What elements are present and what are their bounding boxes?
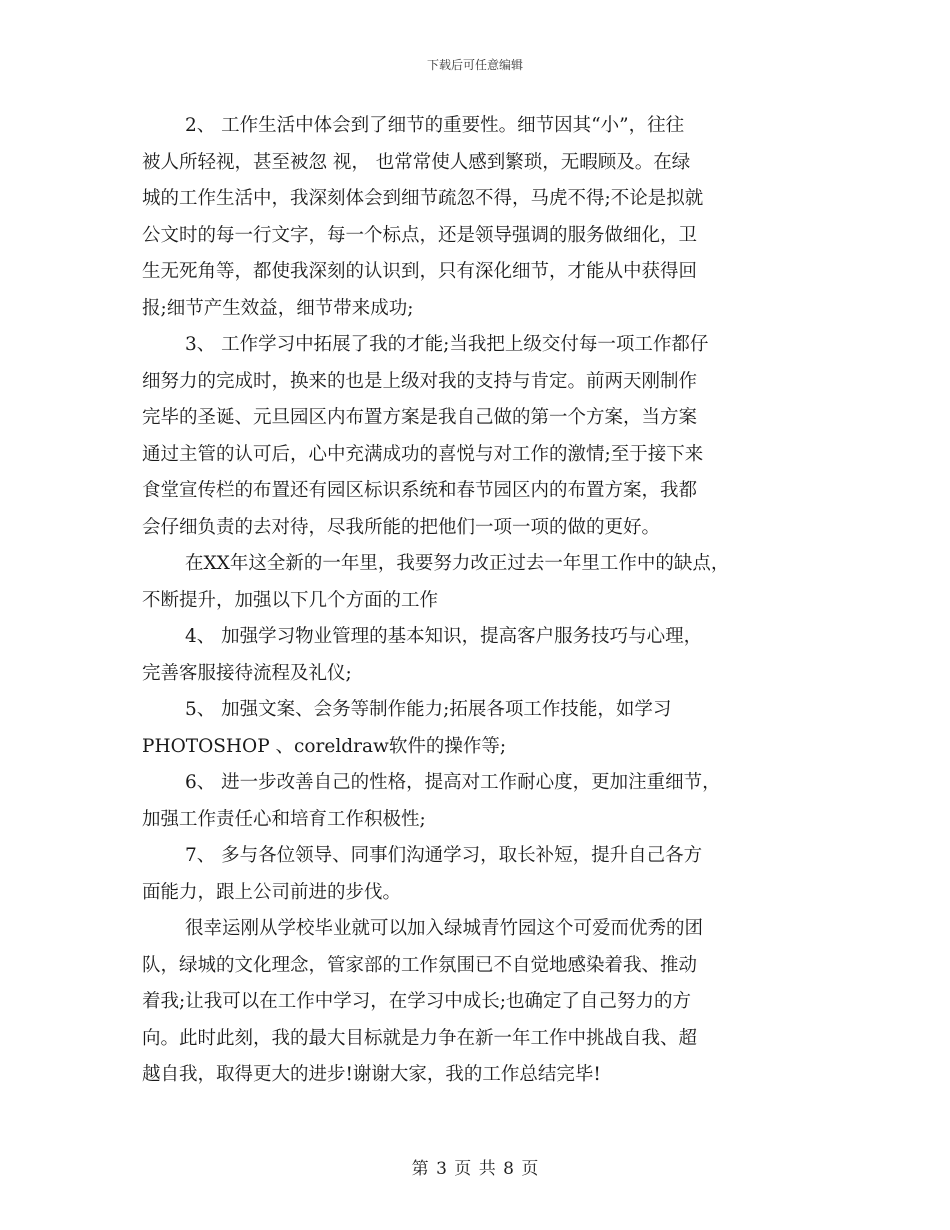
text-line: PHOTOSHOP 、coreldraw软件的操作等;: [142, 735, 507, 757]
text-line: 在XX年这全新的一年里，我要努力改正过去一年里工作中的缺点，: [185, 553, 730, 574]
text-line: 4、 加强学习物业管理的基本知识，提高客户服务技巧与心理，: [185, 626, 703, 647]
text-line: 加强工作责任心和培育工作积极性;: [142, 808, 426, 830]
text-line: 完毕的圣诞、元旦园区内布置方案是我自己做的第一个方案，当方案: [142, 407, 698, 428]
text-line: 通过主管的认可后，心中充满成功的喜悦与对工作的激情;至于接下来: [142, 443, 704, 465]
text-line: 生无死角等，都使我深刻的认识到，只有深化细节，才能从中获得回: [142, 261, 698, 282]
text-line: 被人所轻视，甚至被忽 视， 也常常使人感到繁琐，无暇顾及。在绿: [142, 151, 691, 173]
document-body: [142, 108, 812, 1094]
text-line: 公文时的每一行文字，每一个标点，还是领导强调的服务做细化，卫: [142, 224, 698, 246]
text-line: 3、 工作学习中拓展了我的才能;当我把上级交付每一项工作都仔: [185, 334, 709, 355]
page-footer: 第 3 页 共 8 页: [411, 1159, 539, 1179]
text-line: 7、 多与各位领导、同事们沟通学习，取长补短，提升自己各方: [185, 845, 703, 866]
text-line: 着我;让我可以在工作中学习，在学习中成长;也确定了自己努力的方: [142, 991, 691, 1012]
text-line: 2、 工作生活中体会到了细节的重要性。细节因其“小”，往往: [185, 115, 685, 136]
page-header: 下载后可任意编辑: [426, 58, 523, 72]
text-line: 很幸运刚从学校毕业就可以加入绿城青竹园这个可爱而优秀的团: [185, 918, 704, 939]
text-line: 向。此时此刻，我的最大目标就是力争在新一年工作中挑战自我、超: [142, 1027, 698, 1049]
text-line: 城的工作生活中，我深刻体会到细节疏忽不得，马虎不得;不论是拟就: [142, 188, 704, 209]
text-line: 越自我，取得更大的进步!谢谢大家，我的工作总结完毕!: [142, 1064, 601, 1085]
text-line: 队，绿城的文化理念，管家部的工作氛围已不自觉地感染着我、推动: [142, 954, 698, 976]
text-line: 食堂宣传栏的布置还有园区标识系统和春节园区内的布置方案，我都: [142, 480, 698, 501]
text-line: 报;细节产生效益，细节带来成功;: [142, 297, 414, 319]
text-line: 不断提升，加强以下几个方面的工作: [142, 589, 439, 611]
text-line: 会仔细负责的去对待，尽我所能的把他们一项一项的做的更好。: [142, 516, 661, 538]
text-line: 面能力，跟上公司前进的步伐。: [142, 881, 402, 903]
text-line: 细努力的完成时，换来的也是上级对我的支持与肯定。前两天刚制作: [142, 370, 698, 392]
text-line: 5、 加强文案、会务等制作能力;拓展各项工作技能，如学习: [185, 699, 672, 720]
text-line: 6、 进一步改善自己的性格，提高对工作耐心度，更加注重细节，: [185, 772, 721, 793]
text-line: 完善客服接待流程及礼仪;: [142, 662, 352, 684]
